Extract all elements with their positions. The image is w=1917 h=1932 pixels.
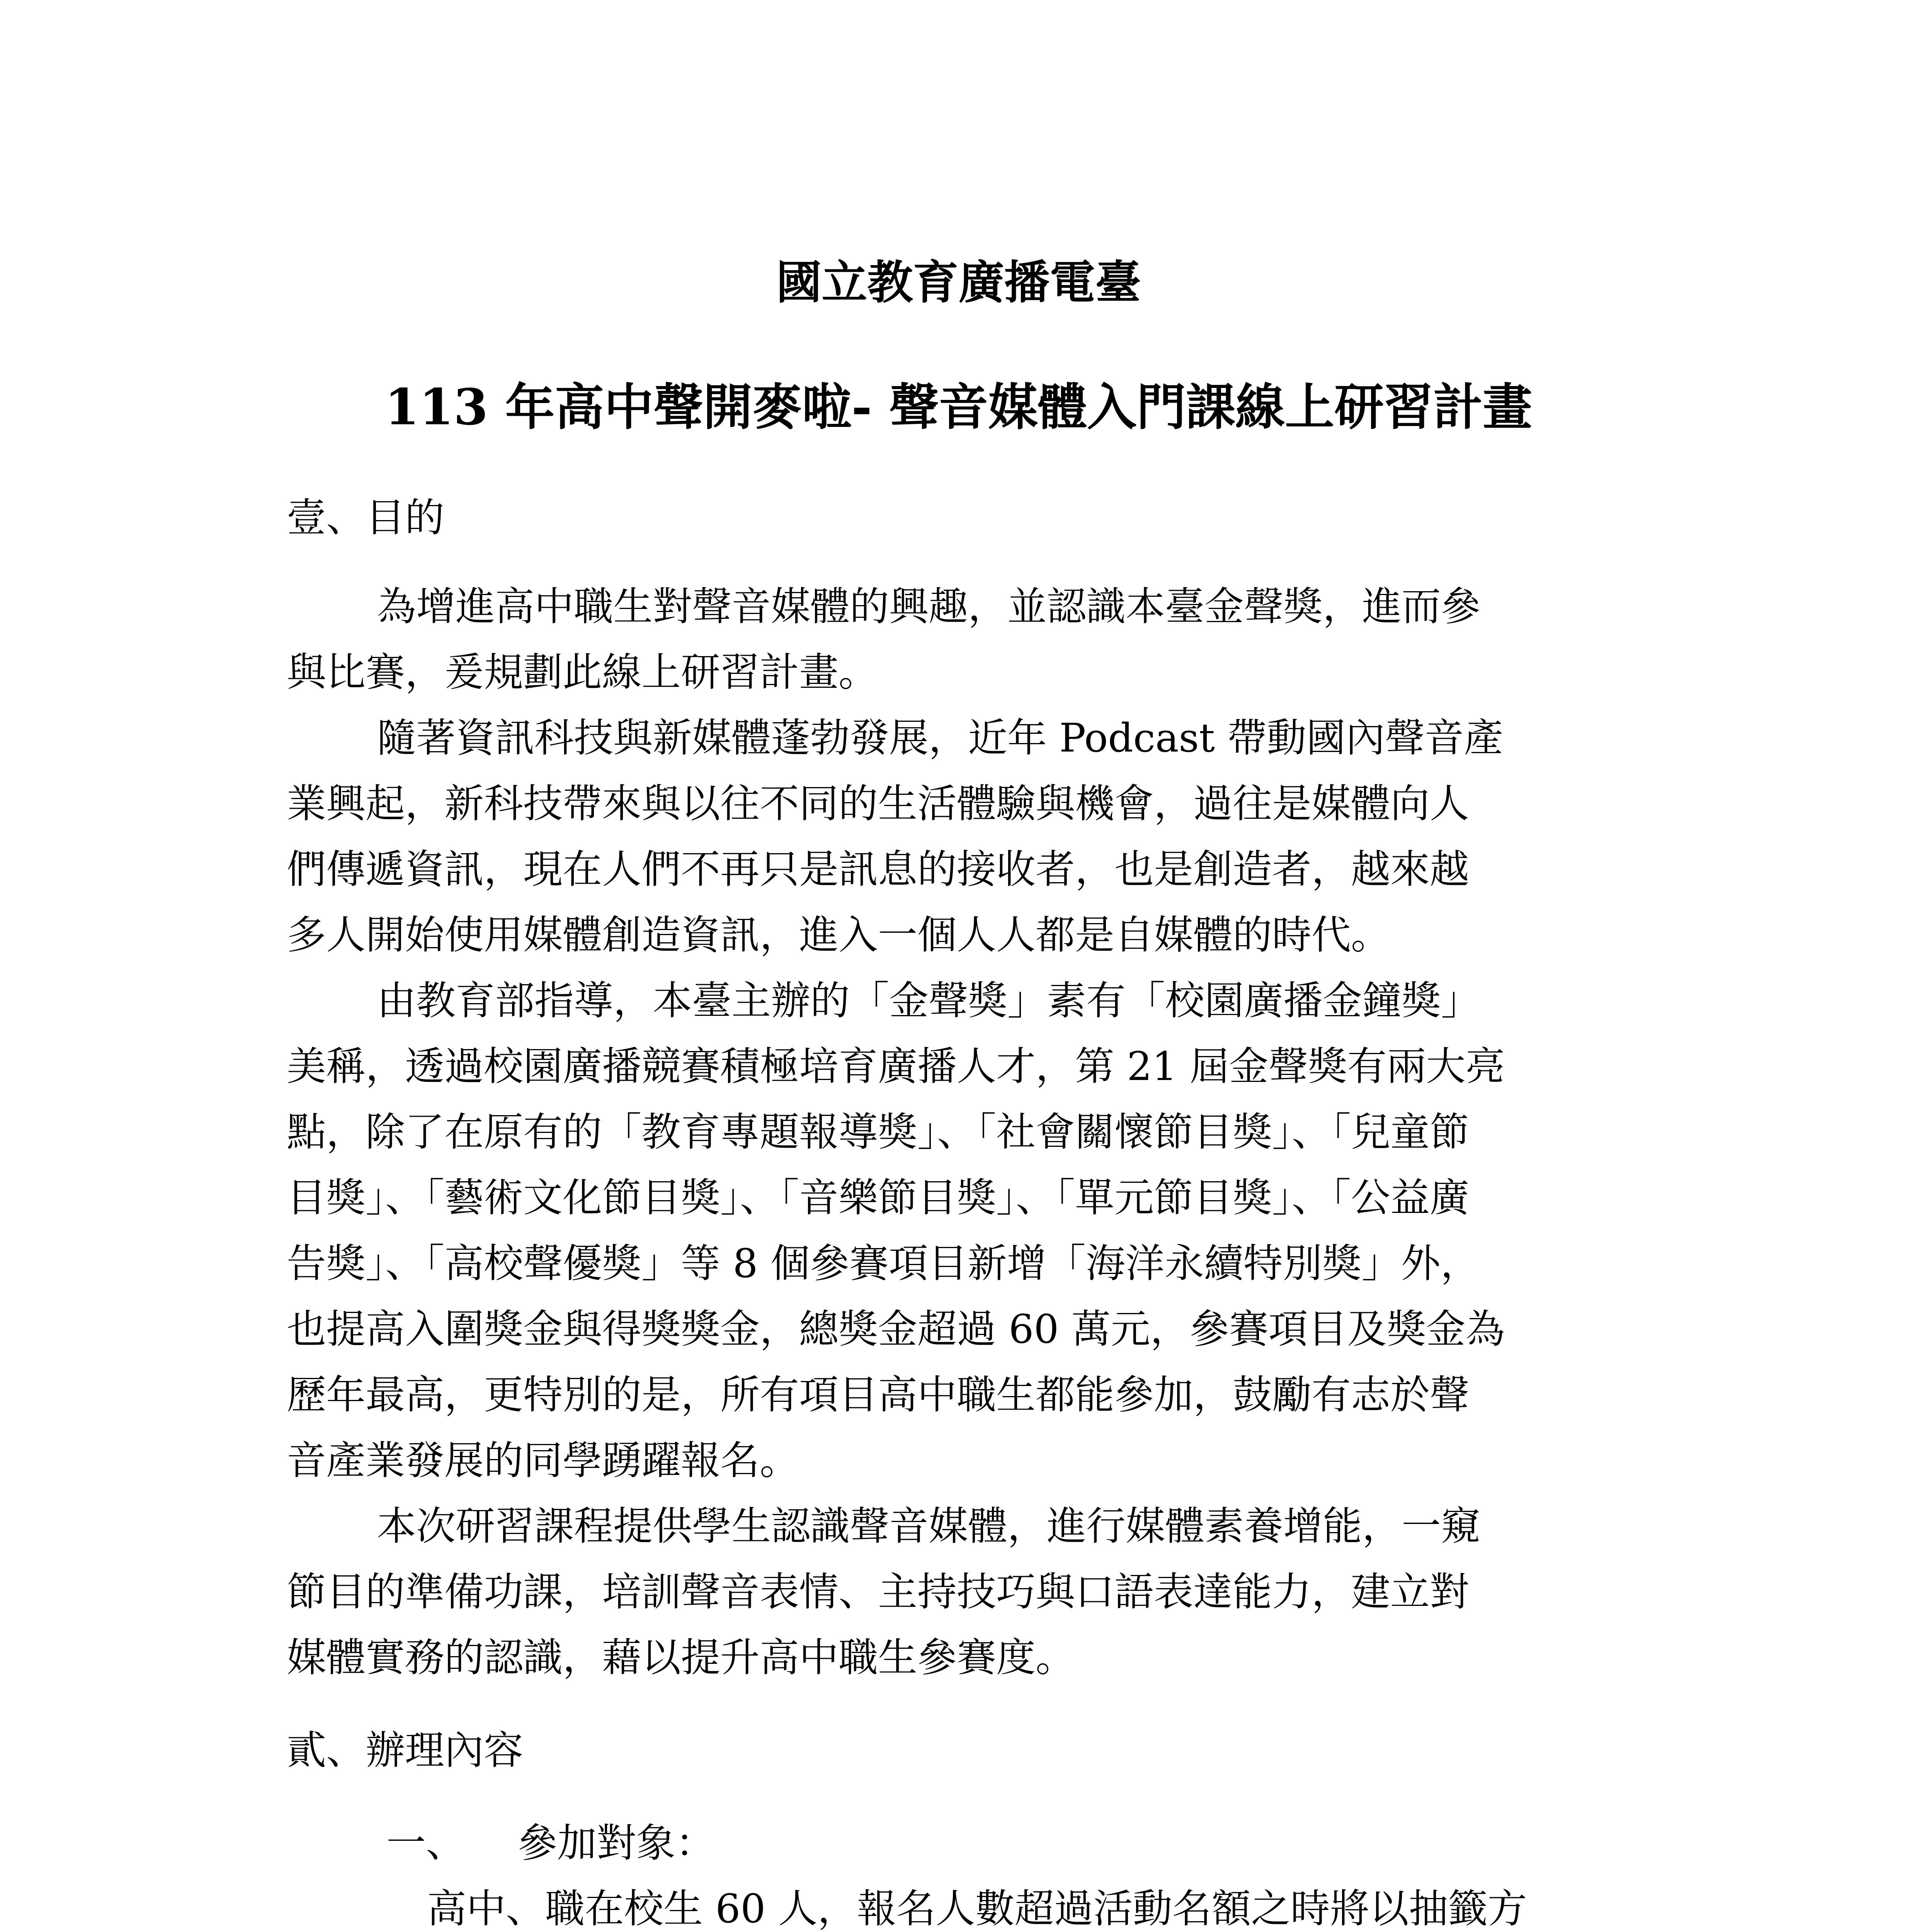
paragraph-line: 本次研習課程提供學生認識聲音媒體，進行媒體素養增能，一窺 <box>377 1503 1480 1549</box>
plan-title: 113 年高中聲開麥啦- 聲音媒體入門課線上研習計畫 <box>384 378 1533 436</box>
paragraph-line: 歷年最高，更特別的是，所有項目高中職生都能參加，鼓勵有志於聲 <box>287 1372 1469 1418</box>
paragraph-line: 與比賽，爰規劃此線上研習計畫。 <box>287 650 878 696</box>
paragraph-line: 媒體實務的認識，藉以提升高中職生參賽度。 <box>287 1635 1075 1681</box>
paragraph-line: 隨著資訊科技與新媒體蓬勃發展，近年 Podcast 帶動國內聲音產 <box>377 715 1504 761</box>
paragraph-line: 由教育部指導，本臺主辦的「金聲獎」素有「校園廣播金鐘獎」 <box>377 978 1480 1024</box>
paragraph-line: 高中、職在校生 60 人，報名人數超過活動名額之時將以抽籤方 <box>427 1886 1527 1932</box>
item-label-participants: 參加對象： <box>518 1820 715 1866</box>
section-heading-purpose: 壹、目的 <box>287 495 444 541</box>
paragraph-line: 業興起，新科技帶來與以往不同的生活體驗與機會，過往是媒體向人 <box>287 781 1469 827</box>
paragraph-line: 告獎」、「高校聲優獎」等 8 個參賽項目新增「海洋永續特別獎」外， <box>287 1241 1480 1287</box>
organization-title: 國立教育廣播電臺 <box>776 255 1141 309</box>
paragraph-line: 美稱，透過校園廣播競賽積極培育廣播人才，第 21 屆金聲獎有兩大亮 <box>287 1044 1505 1090</box>
paragraph-line: 多人開始使用媒體創造資訊，進入一個人人都是自媒體的時代。 <box>287 912 1390 958</box>
paragraph-line: 音產業發展的同學踴躍報名。 <box>287 1438 799 1484</box>
item-number: 一、 <box>386 1820 465 1866</box>
section-heading-content: 貳、辦理內容 <box>287 1728 523 1774</box>
paragraph-line: 目獎」、「藝術文化節目獎」、「音樂節目獎」、「單元節目獎」、「公益廣 <box>287 1175 1469 1221</box>
paragraph-line: 們傳遞資訊，現在人們不再只是訊息的接收者，也是創造者，越來越 <box>287 847 1469 893</box>
paragraph-line: 為增進高中職生對聲音媒體的興趣，並認識本臺金聲獎，進而參 <box>377 584 1480 630</box>
paragraph-line: 點，除了在原有的「教育專題報導獎」、「社會關懷節目獎」、「兒童節 <box>287 1109 1469 1155</box>
paragraph-line: 節目的準備功課，培訓聲音表情、主持技巧與口語表達能力，建立對 <box>287 1569 1469 1615</box>
paragraph-line: 也提高入圍獎金與得獎獎金，總獎金超過 60 萬元，參賽項目及獎金為 <box>287 1306 1505 1352</box>
